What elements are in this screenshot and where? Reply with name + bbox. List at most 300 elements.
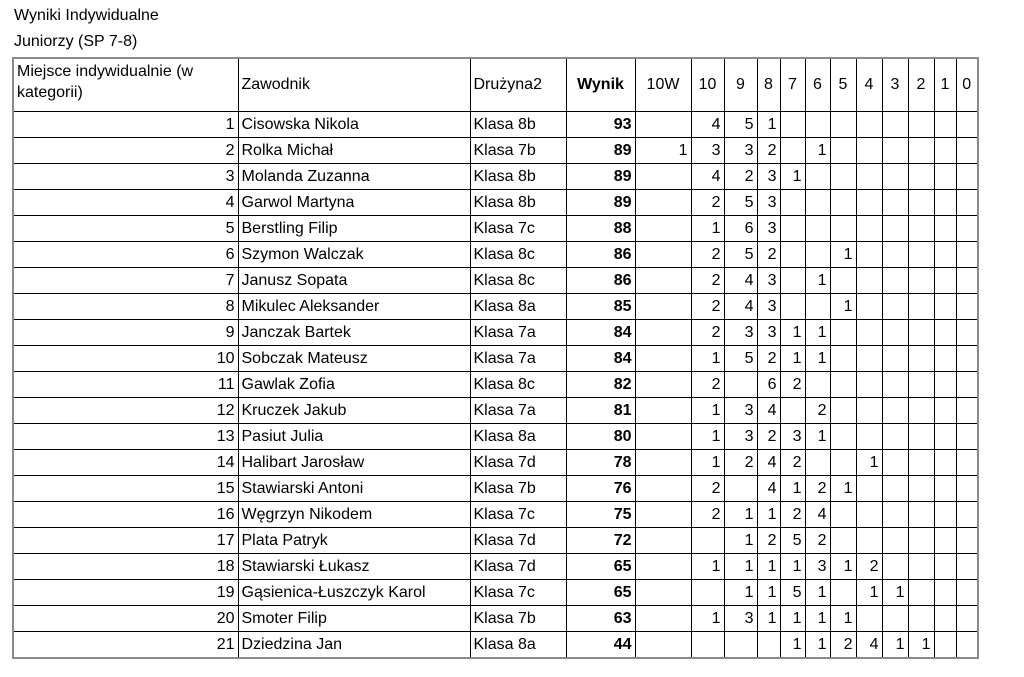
count-cell bbox=[882, 398, 908, 424]
count-cell: 3 bbox=[724, 320, 757, 346]
count-cell bbox=[956, 216, 978, 242]
count-cell: 1 bbox=[908, 632, 934, 659]
place-cell: 14 bbox=[13, 450, 238, 476]
count-cell: 2 bbox=[691, 190, 724, 216]
count-cell: 1 bbox=[780, 476, 805, 502]
count-cell: 2 bbox=[830, 632, 856, 659]
count-cell bbox=[780, 190, 805, 216]
count-cell bbox=[856, 424, 882, 450]
count-cell: 1 bbox=[691, 450, 724, 476]
count-cell: 1 bbox=[757, 554, 780, 580]
count-cell: 3 bbox=[724, 398, 757, 424]
count-cell: 2 bbox=[780, 502, 805, 528]
count-cell: 1 bbox=[757, 112, 780, 138]
count-cell bbox=[934, 450, 956, 476]
count-cell bbox=[635, 242, 691, 268]
count-cell bbox=[856, 138, 882, 164]
count-cell bbox=[805, 216, 830, 242]
count-cell bbox=[856, 164, 882, 190]
count-cell bbox=[856, 476, 882, 502]
team-cell: Klasa 8a bbox=[470, 294, 566, 320]
count-cell bbox=[635, 580, 691, 606]
count-cell: 1 bbox=[830, 554, 856, 580]
count-cell bbox=[934, 502, 956, 528]
count-cell: 2 bbox=[691, 242, 724, 268]
count-cell: 2 bbox=[757, 346, 780, 372]
score-cell: 89 bbox=[566, 138, 635, 164]
count-cell: 1 bbox=[805, 580, 830, 606]
score-cell: 89 bbox=[566, 164, 635, 190]
count-cell bbox=[830, 164, 856, 190]
count-cell: 1 bbox=[757, 580, 780, 606]
player-cell: Pasiut Julia bbox=[238, 424, 470, 450]
place-cell: 17 bbox=[13, 528, 238, 554]
count-cell bbox=[635, 502, 691, 528]
count-cell: 1 bbox=[805, 606, 830, 632]
count-cell: 4 bbox=[724, 294, 757, 320]
player-cell: Garwol Martyna bbox=[238, 190, 470, 216]
count-cell: 1 bbox=[780, 320, 805, 346]
count-cell bbox=[856, 320, 882, 346]
count-cell: 1 bbox=[882, 580, 908, 606]
score-cell: 84 bbox=[566, 320, 635, 346]
count-cell bbox=[956, 476, 978, 502]
player-cell: Kruczek Jakub bbox=[238, 398, 470, 424]
score-cell: 78 bbox=[566, 450, 635, 476]
count-cell bbox=[856, 398, 882, 424]
count-cell bbox=[830, 320, 856, 346]
count-cell bbox=[691, 580, 724, 606]
count-cell bbox=[882, 320, 908, 346]
count-cell bbox=[830, 528, 856, 554]
count-cell bbox=[882, 294, 908, 320]
table-row bbox=[13, 580, 978, 606]
count-cell: 4 bbox=[691, 164, 724, 190]
header-row bbox=[13, 58, 978, 112]
team-cell: Klasa 7c bbox=[470, 580, 566, 606]
header-count-8: 8 bbox=[757, 58, 780, 112]
count-cell bbox=[956, 632, 978, 659]
count-cell bbox=[934, 294, 956, 320]
count-cell bbox=[934, 268, 956, 294]
count-cell bbox=[780, 398, 805, 424]
count-cell bbox=[956, 502, 978, 528]
count-cell bbox=[956, 424, 978, 450]
count-cell bbox=[908, 580, 934, 606]
count-cell: 2 bbox=[691, 372, 724, 398]
count-cell: 2 bbox=[757, 528, 780, 554]
count-cell bbox=[805, 242, 830, 268]
count-cell: 3 bbox=[724, 424, 757, 450]
count-cell bbox=[934, 242, 956, 268]
place-cell: 19 bbox=[13, 580, 238, 606]
header-count-5: 5 bbox=[830, 58, 856, 112]
place-cell: 12 bbox=[13, 398, 238, 424]
count-cell: 2 bbox=[780, 372, 805, 398]
category-subtitle: Juniorzy (SP 7-8) bbox=[14, 33, 138, 50]
count-cell bbox=[856, 372, 882, 398]
count-cell bbox=[856, 190, 882, 216]
count-cell bbox=[908, 424, 934, 450]
count-cell bbox=[956, 190, 978, 216]
count-cell bbox=[934, 424, 956, 450]
place-cell: 1 bbox=[13, 112, 238, 138]
count-cell bbox=[724, 372, 757, 398]
score-cell: 65 bbox=[566, 554, 635, 580]
table-row bbox=[13, 112, 978, 138]
table-row bbox=[13, 346, 978, 372]
count-cell bbox=[856, 346, 882, 372]
player-cell: Gąsienica-Łuszczyk Karol bbox=[238, 580, 470, 606]
count-cell bbox=[830, 450, 856, 476]
place-cell: 4 bbox=[13, 190, 238, 216]
count-cell bbox=[908, 450, 934, 476]
score-cell: 82 bbox=[566, 372, 635, 398]
count-cell bbox=[856, 502, 882, 528]
team-cell: Klasa 8a bbox=[470, 632, 566, 659]
count-cell bbox=[956, 528, 978, 554]
count-cell: 2 bbox=[805, 398, 830, 424]
count-cell: 1 bbox=[856, 450, 882, 476]
count-cell bbox=[934, 164, 956, 190]
table-row bbox=[13, 268, 978, 294]
count-cell: 1 bbox=[856, 580, 882, 606]
count-cell: 5 bbox=[724, 346, 757, 372]
count-cell bbox=[856, 112, 882, 138]
score-cell: 93 bbox=[566, 112, 635, 138]
count-cell bbox=[691, 528, 724, 554]
count-cell: 4 bbox=[856, 632, 882, 659]
count-cell: 1 bbox=[882, 632, 908, 659]
count-cell bbox=[635, 294, 691, 320]
count-cell bbox=[908, 216, 934, 242]
score-cell: 81 bbox=[566, 398, 635, 424]
count-cell bbox=[882, 606, 908, 632]
count-cell bbox=[934, 580, 956, 606]
count-cell bbox=[635, 216, 691, 242]
count-cell bbox=[757, 632, 780, 659]
score-cell: 86 bbox=[566, 268, 635, 294]
table-row bbox=[13, 398, 978, 424]
count-cell bbox=[856, 528, 882, 554]
count-cell bbox=[882, 190, 908, 216]
player-cell: Dziedzina Jan bbox=[238, 632, 470, 659]
player-cell: Sobczak Mateusz bbox=[238, 346, 470, 372]
count-cell bbox=[805, 164, 830, 190]
count-cell bbox=[908, 346, 934, 372]
count-cell bbox=[856, 216, 882, 242]
count-cell bbox=[635, 424, 691, 450]
count-cell: 1 bbox=[830, 606, 856, 632]
count-cell: 2 bbox=[691, 502, 724, 528]
count-cell bbox=[882, 164, 908, 190]
count-cell bbox=[780, 268, 805, 294]
score-cell: 84 bbox=[566, 346, 635, 372]
player-cell: Smoter Filip bbox=[238, 606, 470, 632]
table-row bbox=[13, 528, 978, 554]
count-cell bbox=[908, 112, 934, 138]
count-cell: 3 bbox=[780, 424, 805, 450]
header-count-9: 9 bbox=[724, 58, 757, 112]
place-cell: 21 bbox=[13, 632, 238, 659]
score-cell: 80 bbox=[566, 424, 635, 450]
count-cell bbox=[856, 606, 882, 632]
table-row bbox=[13, 502, 978, 528]
count-cell bbox=[635, 320, 691, 346]
place-cell: 18 bbox=[13, 554, 238, 580]
count-cell: 5 bbox=[724, 242, 757, 268]
team-cell: Klasa 7a bbox=[470, 398, 566, 424]
count-cell bbox=[956, 450, 978, 476]
player-cell: Stawiarski Łukasz bbox=[238, 554, 470, 580]
count-cell bbox=[830, 346, 856, 372]
count-cell: 3 bbox=[757, 164, 780, 190]
count-cell bbox=[934, 112, 956, 138]
count-cell bbox=[934, 216, 956, 242]
team-cell: Klasa 7d bbox=[470, 450, 566, 476]
count-cell bbox=[956, 138, 978, 164]
count-cell: 1 bbox=[691, 346, 724, 372]
header-count-10: 10 bbox=[691, 58, 724, 112]
count-cell bbox=[908, 268, 934, 294]
count-cell bbox=[956, 554, 978, 580]
count-cell: 2 bbox=[757, 138, 780, 164]
count-cell bbox=[805, 190, 830, 216]
count-cell bbox=[956, 268, 978, 294]
place-cell: 6 bbox=[13, 242, 238, 268]
team-cell: Klasa 7b bbox=[470, 606, 566, 632]
player-cell: Plata Patryk bbox=[238, 528, 470, 554]
team-cell: Klasa 7b bbox=[470, 476, 566, 502]
count-cell bbox=[635, 268, 691, 294]
score-cell: 85 bbox=[566, 294, 635, 320]
place-cell: 16 bbox=[13, 502, 238, 528]
count-cell bbox=[856, 294, 882, 320]
count-cell bbox=[780, 112, 805, 138]
count-cell: 3 bbox=[724, 138, 757, 164]
table-row bbox=[13, 424, 978, 450]
team-cell: Klasa 8c bbox=[470, 268, 566, 294]
count-cell: 1 bbox=[635, 138, 691, 164]
count-cell bbox=[724, 632, 757, 659]
score-cell: 76 bbox=[566, 476, 635, 502]
player-cell: Stawiarski Antoni bbox=[238, 476, 470, 502]
place-cell: 15 bbox=[13, 476, 238, 502]
count-cell: 2 bbox=[724, 450, 757, 476]
count-cell bbox=[908, 398, 934, 424]
place-cell: 3 bbox=[13, 164, 238, 190]
count-cell bbox=[882, 112, 908, 138]
table-row bbox=[13, 190, 978, 216]
count-cell bbox=[956, 606, 978, 632]
count-cell: 3 bbox=[757, 320, 780, 346]
player-cell: Berstling Filip bbox=[238, 216, 470, 242]
count-cell: 1 bbox=[830, 242, 856, 268]
count-cell: 1 bbox=[805, 424, 830, 450]
count-cell bbox=[934, 606, 956, 632]
player-cell: Gawlak Zofia bbox=[238, 372, 470, 398]
count-cell bbox=[934, 398, 956, 424]
count-cell bbox=[934, 190, 956, 216]
count-cell: 6 bbox=[757, 372, 780, 398]
count-cell: 3 bbox=[724, 606, 757, 632]
header-score: Wynik bbox=[566, 58, 635, 112]
count-cell bbox=[805, 372, 830, 398]
player-cell: Molanda Zuzanna bbox=[238, 164, 470, 190]
count-cell bbox=[882, 476, 908, 502]
score-cell: 63 bbox=[566, 606, 635, 632]
count-cell bbox=[635, 528, 691, 554]
count-cell: 1 bbox=[691, 554, 724, 580]
count-cell bbox=[882, 138, 908, 164]
count-cell bbox=[882, 554, 908, 580]
count-cell bbox=[956, 242, 978, 268]
count-cell bbox=[908, 476, 934, 502]
count-cell bbox=[908, 164, 934, 190]
count-cell: 1 bbox=[757, 606, 780, 632]
place-cell: 7 bbox=[13, 268, 238, 294]
count-cell: 4 bbox=[757, 398, 780, 424]
count-cell: 1 bbox=[757, 502, 780, 528]
count-cell: 1 bbox=[805, 632, 830, 659]
count-cell: 3 bbox=[805, 554, 830, 580]
count-cell bbox=[830, 112, 856, 138]
team-cell: Klasa 8b bbox=[470, 112, 566, 138]
count-cell bbox=[635, 554, 691, 580]
count-cell bbox=[934, 320, 956, 346]
count-cell bbox=[956, 346, 978, 372]
score-cell: 86 bbox=[566, 242, 635, 268]
table-row bbox=[13, 320, 978, 346]
count-cell: 5 bbox=[780, 580, 805, 606]
count-cell bbox=[856, 268, 882, 294]
place-cell: 13 bbox=[13, 424, 238, 450]
player-cell: Rolka Michał bbox=[238, 138, 470, 164]
count-cell: 3 bbox=[757, 216, 780, 242]
count-cell: 1 bbox=[780, 606, 805, 632]
count-cell bbox=[908, 294, 934, 320]
header-team: Drużyna2 bbox=[470, 58, 566, 112]
count-cell bbox=[908, 606, 934, 632]
header-count-0: 0 bbox=[956, 58, 978, 112]
team-cell: Klasa 7b bbox=[470, 138, 566, 164]
count-cell: 1 bbox=[805, 268, 830, 294]
count-cell bbox=[830, 372, 856, 398]
count-cell: 4 bbox=[757, 450, 780, 476]
count-cell bbox=[908, 242, 934, 268]
count-cell bbox=[635, 606, 691, 632]
count-cell bbox=[635, 632, 691, 659]
team-cell: Klasa 8c bbox=[470, 242, 566, 268]
score-cell: 44 bbox=[566, 632, 635, 659]
count-cell bbox=[780, 216, 805, 242]
count-cell bbox=[635, 372, 691, 398]
count-cell: 5 bbox=[780, 528, 805, 554]
count-cell bbox=[882, 216, 908, 242]
place-cell: 2 bbox=[13, 138, 238, 164]
count-cell: 4 bbox=[724, 268, 757, 294]
score-cell: 88 bbox=[566, 216, 635, 242]
count-cell: 1 bbox=[805, 138, 830, 164]
count-cell bbox=[956, 294, 978, 320]
count-cell: 1 bbox=[724, 580, 757, 606]
count-cell bbox=[934, 138, 956, 164]
count-cell: 2 bbox=[691, 294, 724, 320]
place-cell: 8 bbox=[13, 294, 238, 320]
count-cell: 1 bbox=[780, 554, 805, 580]
count-cell bbox=[635, 476, 691, 502]
count-cell bbox=[805, 450, 830, 476]
count-cell bbox=[882, 372, 908, 398]
count-cell: 2 bbox=[724, 164, 757, 190]
count-cell bbox=[635, 190, 691, 216]
count-cell bbox=[635, 112, 691, 138]
count-cell bbox=[908, 372, 934, 398]
place-cell: 20 bbox=[13, 606, 238, 632]
team-cell: Klasa 8b bbox=[470, 164, 566, 190]
count-cell bbox=[780, 294, 805, 320]
count-cell bbox=[908, 190, 934, 216]
count-cell: 4 bbox=[691, 112, 724, 138]
count-cell: 1 bbox=[724, 528, 757, 554]
count-cell bbox=[780, 242, 805, 268]
count-cell: 5 bbox=[724, 190, 757, 216]
count-cell: 1 bbox=[780, 632, 805, 659]
score-cell: 89 bbox=[566, 190, 635, 216]
table-row bbox=[13, 294, 978, 320]
count-cell bbox=[830, 502, 856, 528]
table-row bbox=[13, 164, 978, 190]
count-cell: 2 bbox=[856, 554, 882, 580]
team-cell: Klasa 7c bbox=[470, 502, 566, 528]
count-cell bbox=[956, 112, 978, 138]
count-cell bbox=[830, 138, 856, 164]
place-cell: 10 bbox=[13, 346, 238, 372]
results-table bbox=[12, 57, 979, 659]
count-cell bbox=[956, 372, 978, 398]
count-cell bbox=[956, 398, 978, 424]
count-cell bbox=[830, 424, 856, 450]
count-cell bbox=[934, 632, 956, 659]
table-row bbox=[13, 372, 978, 398]
count-cell: 1 bbox=[724, 502, 757, 528]
player-cell: Cisowska Nikola bbox=[238, 112, 470, 138]
count-cell: 1 bbox=[691, 424, 724, 450]
count-cell: 3 bbox=[757, 190, 780, 216]
count-cell bbox=[882, 450, 908, 476]
count-cell: 1 bbox=[691, 606, 724, 632]
player-cell: Janczak Bartek bbox=[238, 320, 470, 346]
count-cell bbox=[956, 164, 978, 190]
team-cell: Klasa 8a bbox=[470, 424, 566, 450]
count-cell bbox=[691, 632, 724, 659]
header-count-6: 6 bbox=[805, 58, 830, 112]
count-cell: 2 bbox=[780, 450, 805, 476]
count-cell: 1 bbox=[780, 164, 805, 190]
count-cell: 2 bbox=[691, 268, 724, 294]
count-cell: 1 bbox=[724, 554, 757, 580]
table-row bbox=[13, 450, 978, 476]
count-cell: 4 bbox=[757, 476, 780, 502]
document-title: Wyniki Indywidualne bbox=[14, 7, 159, 24]
count-cell: 1 bbox=[805, 346, 830, 372]
count-cell: 1 bbox=[830, 476, 856, 502]
header-count-1: 1 bbox=[934, 58, 956, 112]
count-cell: 3 bbox=[757, 294, 780, 320]
count-cell: 1 bbox=[830, 294, 856, 320]
count-cell bbox=[908, 320, 934, 346]
count-cell bbox=[635, 346, 691, 372]
